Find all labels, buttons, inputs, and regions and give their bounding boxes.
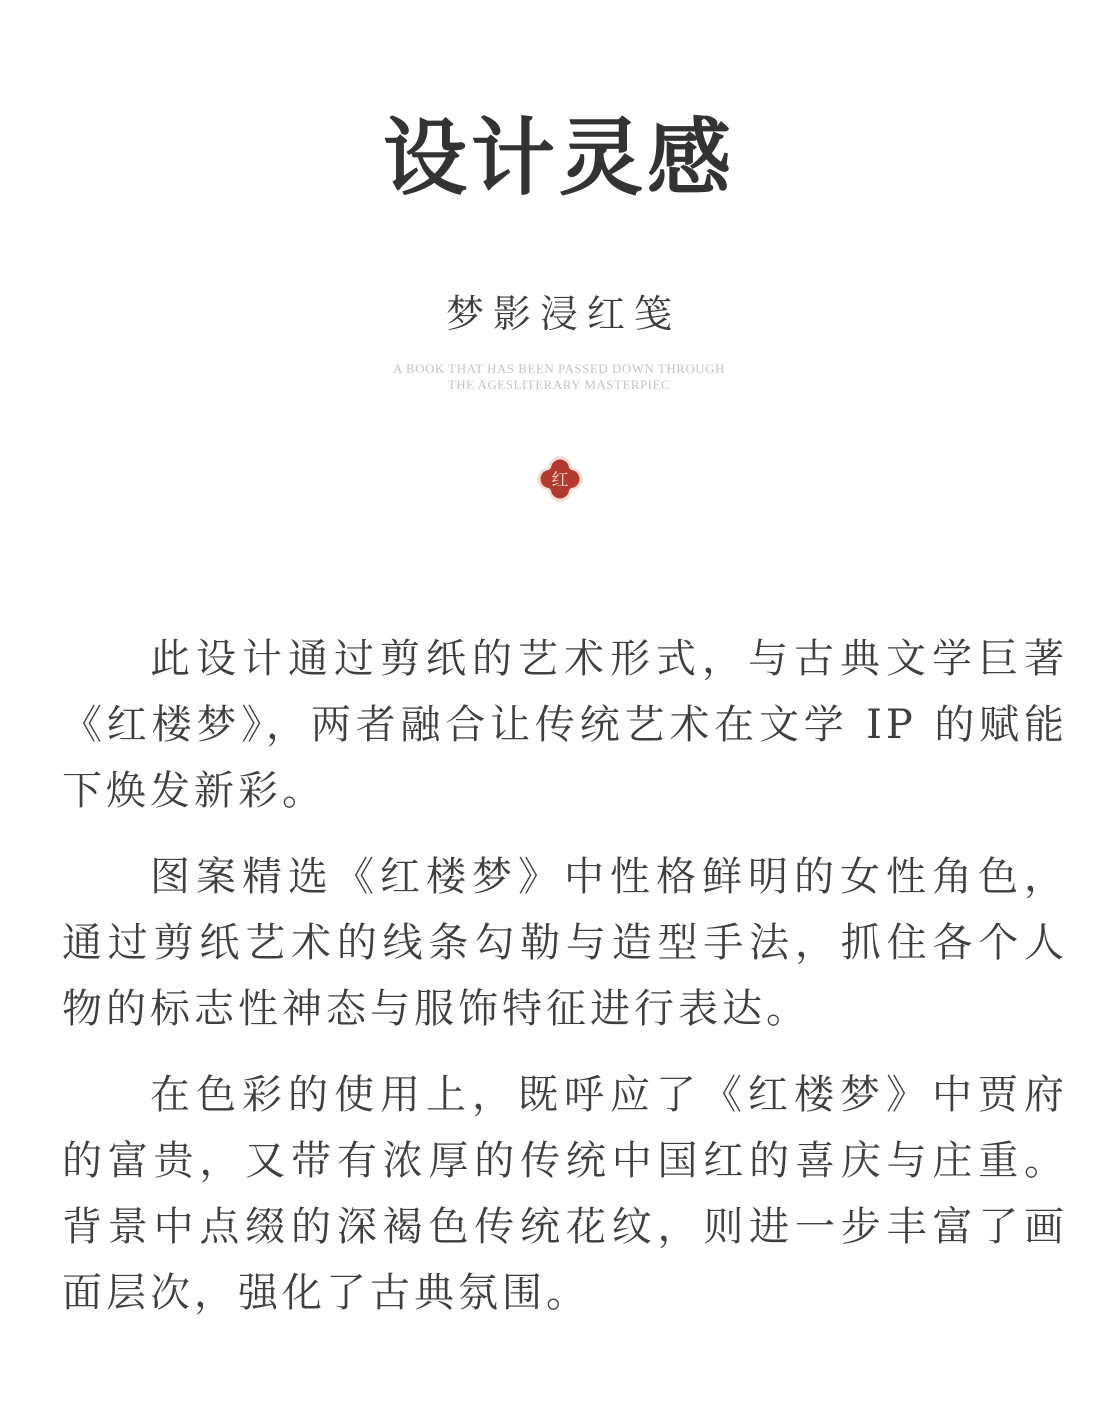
paragraph-1: 此设计通过剪纸的艺术形式，与古典文学巨著《红楼梦》，两者融合让传统艺术在文学 IP 的赋能下焕发新彩。 bbox=[62, 636, 1068, 814]
page-subtitle: 梦影浸红笺 bbox=[445, 292, 681, 336]
english-tagline-line-1: A BOOK THAT HAS BEEN PASSED DOWN THROUGH bbox=[393, 361, 725, 376]
english-tagline bbox=[0, 361, 1118, 393]
red-seal-icon bbox=[537, 456, 583, 502]
page-title: 设计灵感 bbox=[382, 108, 735, 207]
paragraph-3: 在色彩的使用上，既呼应了《红楼梦》中贾府的富贵，又带有浓厚的传统中国红的喜庆与庄重。背景中点缀的深褐色传统花纹，则进一步丰富了画面层次，强化了古典氛围。 bbox=[62, 1072, 1068, 1316]
english-tagline-line-2: THE AGESLITERARY MASTERPIEC bbox=[447, 377, 671, 392]
body-text bbox=[62, 626, 1068, 1346]
seal-character: 红 bbox=[551, 470, 569, 491]
paragraph-2: 图案精选《红楼梦》中性格鲜明的女性角色，通过剪纸艺术的线条勾勒与造型手法，抓住各个人物的标志性神态与服饰特征进行表达。 bbox=[62, 854, 1068, 1032]
